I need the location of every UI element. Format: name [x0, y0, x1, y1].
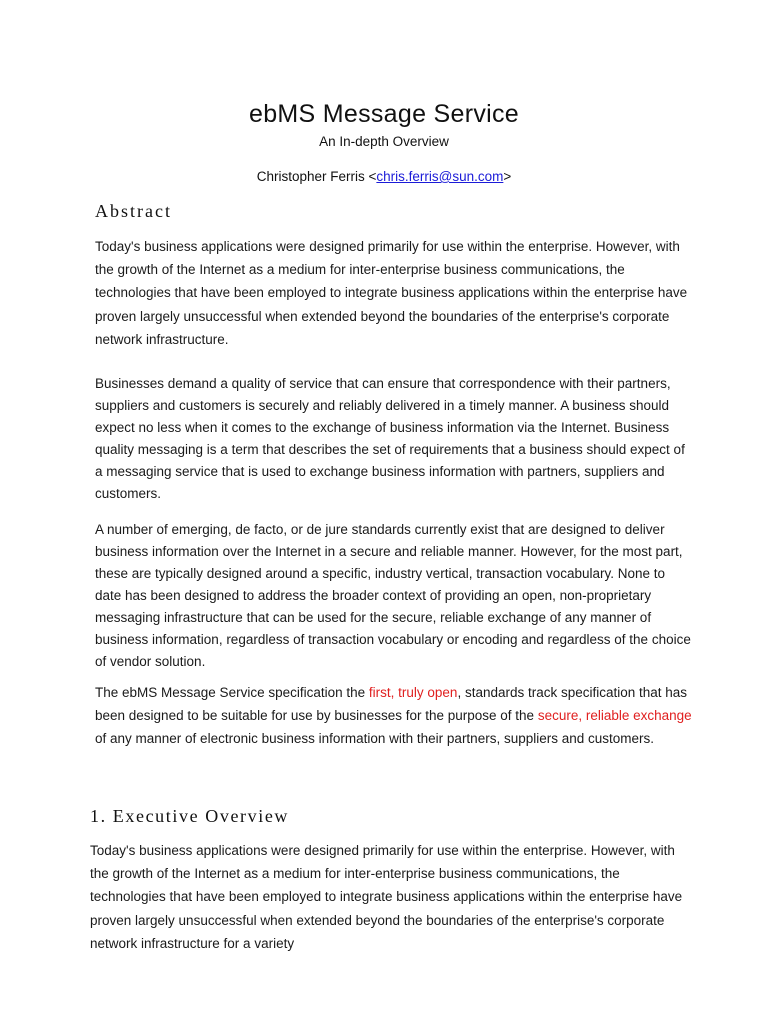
- abstract-heading: Abstract: [95, 201, 172, 221]
- author-suffix: >: [503, 169, 512, 184]
- document-subtitle: An In-depth Overview: [319, 134, 449, 149]
- highlight-secure-reliable-exchange: secure, reliable exchange: [537, 708, 692, 724]
- abstract-paragraph-2: Businesses demand a quality of service that can ensure that correspondence with their partners, suppliers and customers is securely and reliably delivered in a timely manner. A business should expect no less when it comes to the exchange of business information via the Internet. Business quality messaging is a term that describes the set of requirements that a business should expect of a messaging service that is used to exchange business information with partners, suppliers and customers.: [95, 376, 685, 501]
- author-email-link[interactable]: chris.ferris@sun.com: [376, 169, 504, 184]
- highlight-first-truly-open: first, truly open: [368, 685, 458, 700]
- document-title: ebMS Message Service: [248, 100, 519, 128]
- abstract-paragraph-4: [95, 681, 695, 751]
- paragraph-text: , standards track specification that has been designed to be suitable for use by businesses for the purpose of the: [95, 685, 688, 724]
- abstract-paragraph-1: Today's business applications were designed primarily for use within the enterprise. However, with the growth of the Internet as a medium for inter-enterprise business communications, the technologies that have been employed to integrate business applications within the enterprise have proven largely unsuccessful when extended beyond the boundaries of the enterprise's corporate network infrastructure.: [95, 239, 688, 347]
- author-name: Christopher Ferris <: [256, 169, 377, 184]
- paragraph-text: The ebMS Message Service specification the: [95, 685, 369, 700]
- paragraph-text: of any manner of electronic business information with their partners, suppliers and customers.: [95, 731, 655, 747]
- executive-overview-paragraph-1: Today's business applications were designed primarily for use within the enterprise. However, with the growth of the Internet as a medium for inter-enterprise business communications, the technologies that have been employed to integrate business applications within the enterprise have proven largely unsuccessful when extended beyond the boundaries of the enterprise's corporate network infrastructure for a variety: [90, 843, 683, 951]
- author-line: [0, 169, 768, 184]
- executive-overview-heading: 1. Executive Overview: [90, 806, 290, 826]
- abstract-paragraph-3: A number of emerging, de facto, or de jure standards currently exist that are designed to deliver business information over the Internet in a secure and reliable manner. However, for the most part, these are typically designed around a specific, industry vertical, transaction vocabulary. None to date has been designed to address the broader context of providing an open, non-proprietary messaging infrastructure that can be used for the secure, reliable exchange of any manner of business information, regardless of transaction vocabulary or encoding and regardless of the choice of vendor solution.: [95, 522, 691, 669]
